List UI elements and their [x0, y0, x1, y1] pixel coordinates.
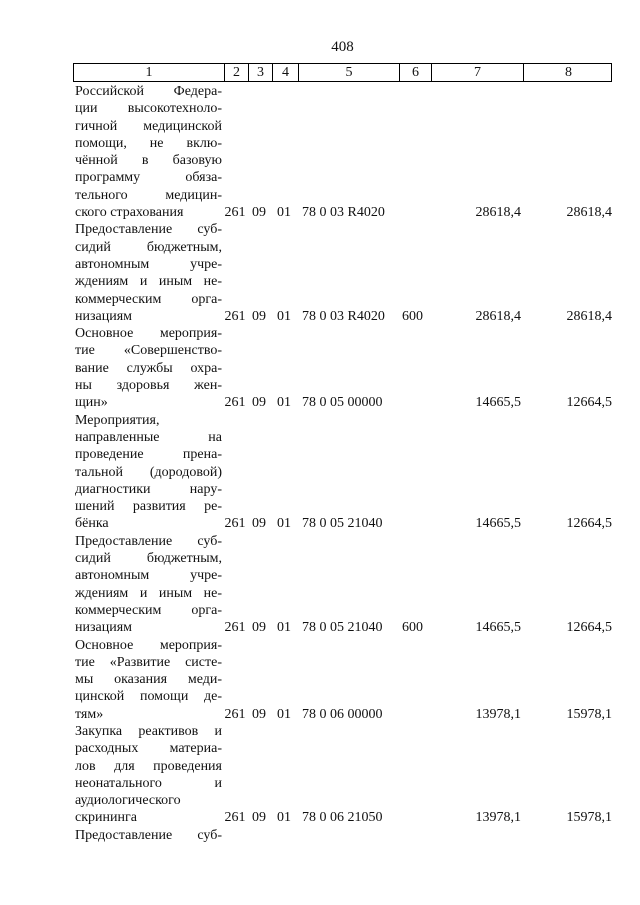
- cell-col-4: 01: [277, 308, 291, 324]
- header-col-7: 7: [431, 64, 523, 81]
- cell-col-1: [73, 723, 223, 827]
- description-line: расходных материа-: [75, 741, 222, 757]
- table-header: [73, 63, 612, 82]
- description-line: Основное мероприя-: [75, 637, 222, 653]
- cell-col-6: 600: [402, 308, 423, 324]
- description-line: неонатального и: [75, 775, 222, 791]
- cell-col-2: 261: [224, 810, 246, 826]
- table-row: [73, 221, 612, 325]
- description-line: сидий бюджетным,: [75, 239, 222, 255]
- header-col-1: 1: [145, 65, 153, 80]
- table-row: [73, 83, 612, 221]
- description-line: ждениям и иным не-: [75, 585, 222, 601]
- cell-col-8: 12664,5: [566, 516, 612, 532]
- cell-col-5: 78 0 06 21050: [302, 810, 383, 826]
- header-col-3: 3: [248, 64, 272, 81]
- cell-col-3: 09: [252, 308, 266, 324]
- description-line: ского страхования: [75, 205, 184, 221]
- cell-col-2: 261: [224, 308, 246, 324]
- cell-col-4: 01: [277, 516, 291, 532]
- table-row: [73, 637, 612, 723]
- description-line: гичной медицинской: [75, 118, 222, 134]
- cell-col-7: 28618,4: [475, 308, 521, 324]
- description-line: Основное мероприя-: [75, 326, 222, 342]
- description-line: направленные на: [75, 429, 222, 445]
- header-col-5: 5: [298, 64, 399, 81]
- header-col-8: 8: [523, 64, 613, 81]
- description-line: бёнка: [75, 516, 109, 532]
- cell-col-3: 09: [252, 395, 266, 411]
- header-col-2: 2: [224, 64, 248, 81]
- description-line: тальной (дородовой): [75, 464, 222, 480]
- cell-col-7: 13978,1: [475, 810, 521, 826]
- cell-col-4: 01: [277, 395, 291, 411]
- page-number: 408: [331, 39, 354, 55]
- cell-col-3: 09: [252, 706, 266, 722]
- description-line: лов для проведения: [75, 758, 222, 774]
- cell-col-8: 28618,4: [566, 205, 612, 221]
- description-line: Предоставление суб-: [75, 533, 222, 549]
- cell-col-8: 15978,1: [566, 706, 612, 722]
- description-line: Закупка реактивов и: [75, 723, 222, 739]
- cell-col-8: 12664,5: [566, 395, 612, 411]
- description-line: ции высокотехноло-: [75, 101, 222, 117]
- cell-col-5: 78 0 03 R4020: [302, 205, 385, 221]
- cell-col-2: 261: [224, 620, 246, 636]
- description-line: коммерческим орга-: [75, 291, 222, 307]
- cell-col-8: 28618,4: [566, 308, 612, 324]
- cell-col-7: 14665,5: [475, 516, 521, 532]
- description-line: чённой в базовую: [75, 153, 222, 169]
- description-line: тям»: [75, 706, 104, 722]
- table-row: [73, 723, 612, 827]
- table-row: [73, 412, 612, 533]
- cell-col-1: [73, 412, 223, 533]
- cell-col-7: 14665,5: [475, 395, 521, 411]
- cell-col-5: 78 0 05 21040: [302, 516, 383, 532]
- table-row: [73, 325, 612, 411]
- cell-col-2: 261: [224, 516, 246, 532]
- description-line: помощи, не вклю-: [75, 135, 222, 151]
- cell-col-1: [73, 83, 223, 221]
- description-line: ны здоровья жен-: [75, 378, 222, 394]
- cell-col-1: [73, 533, 223, 637]
- description-line: диагностики нару-: [75, 481, 222, 497]
- description-line: низациям: [75, 308, 133, 324]
- description-line: сидий бюджетным,: [75, 551, 222, 567]
- cell-col-2: 261: [224, 706, 246, 722]
- description-line: щин»: [75, 395, 108, 411]
- table-body: [73, 83, 612, 844]
- cell-col-5: 78 0 06 00000: [302, 706, 383, 722]
- cell-col-2: 261: [224, 205, 246, 221]
- cell-col-3: 09: [252, 810, 266, 826]
- description-line: автономным учре-: [75, 568, 222, 584]
- header-col-6: 6: [399, 64, 431, 81]
- description-line: низациям: [75, 620, 133, 636]
- cell-col-7: 13978,1: [475, 706, 521, 722]
- description-line: автономным учре-: [75, 256, 222, 272]
- description-line: Российской Федера-: [75, 84, 222, 99]
- cell-col-4: 01: [277, 810, 291, 826]
- description-line: скрининга: [75, 810, 137, 826]
- cell-col-6: 600: [402, 620, 423, 636]
- table-row: [73, 533, 612, 637]
- cell-col-1: [73, 221, 223, 325]
- cell-col-3: 09: [252, 516, 266, 532]
- description-line: программу обяза-: [75, 170, 222, 186]
- cell-col-4: 01: [277, 205, 291, 221]
- cell-col-7: 28618,4: [475, 205, 521, 221]
- description-line: тие «Развитие систе-: [75, 654, 222, 670]
- description-line: тие «Совершенство-: [75, 343, 222, 359]
- cell-col-4: 01: [277, 706, 291, 722]
- description-line: Мероприятия,: [75, 412, 160, 428]
- description-line: цинской помощи де-: [75, 689, 222, 705]
- description-line: проведение прена-: [75, 447, 222, 463]
- cell-col-2: 261: [224, 395, 246, 411]
- cell-col-4: 01: [277, 620, 291, 636]
- cell-col-5: 78 0 05 21040: [302, 620, 383, 636]
- table-row: [73, 827, 612, 844]
- description-line: мы оказания меди-: [75, 672, 222, 688]
- description-line: Предоставление суб-: [75, 827, 222, 843]
- description-line: тельного медицин-: [75, 187, 222, 203]
- cell-col-7: 14665,5: [475, 620, 521, 636]
- cell-col-8: 12664,5: [566, 620, 612, 636]
- description-line: вание службы охра-: [75, 360, 222, 376]
- cell-col-3: 09: [252, 205, 266, 221]
- cell-col-1: [73, 827, 223, 844]
- cell-col-8: 15978,1: [566, 810, 612, 826]
- description-line: коммерческим орга-: [75, 602, 222, 618]
- cell-col-1: [73, 637, 223, 723]
- cell-col-5: 78 0 03 R4020: [302, 308, 385, 324]
- cell-col-1: [73, 325, 223, 411]
- cell-col-5: 78 0 05 00000: [302, 395, 383, 411]
- description-line: шений развития ре-: [75, 499, 222, 515]
- description-line: ждениям и иным не-: [75, 274, 222, 290]
- header-col-4: 4: [272, 64, 298, 81]
- cell-col-3: 09: [252, 620, 266, 636]
- description-line: аудиологического: [75, 793, 181, 809]
- description-line: Предоставление суб-: [75, 222, 222, 238]
